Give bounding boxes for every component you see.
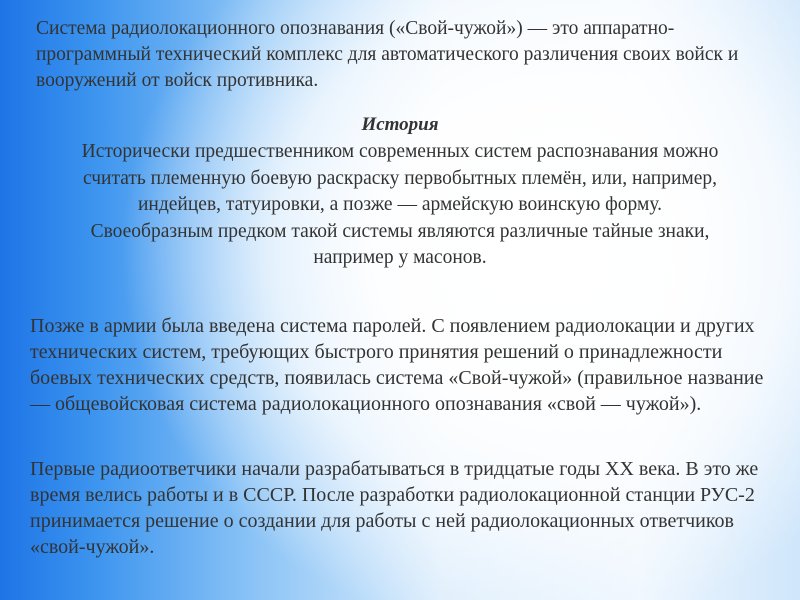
passwords-paragraph: Позже в армии была введена система паролей. С появлением радиолокации и других технических систем, требующих быстрого принятия решений о принадлежности боевых технических средств, появилась система «Свой-чужой» (правильное название — общевойсковая система радиолокационного опознавания «свой — чужой»).	[30, 315, 764, 415]
intro-paragraph: Система радиолокационного опознавания («Свой-чужой») — это аппаратно-программный технический комплекс для автоматического различения своих войск и вооружений от войск противника.	[36, 18, 739, 91]
history-paragraph	[30, 139, 770, 272]
history-line: индейцев, татуировки, а позже — армейскую воинскую форму.	[137, 194, 663, 215]
history-line: Своеобразным предком такой системы являются различные тайные знаки,	[90, 220, 710, 242]
history-line: Исторически предшественником современных систем распознавания можно	[81, 141, 719, 162]
history-line: считать племенную боевую раскраску первобытных племён, или, например,	[82, 167, 718, 189]
history-line: например у масонов.	[313, 247, 487, 268]
history-heading: История	[361, 114, 439, 135]
transponders-paragraph: Первые радиоответчики начали разрабатываться в тридцатые годы XX века. В это же время велись работы и в СССР. После разработки радиолокационной станции РУС-2 принимается решение о создании для работы с ней радиолокационных ответчиков «свой-чужой».	[30, 458, 759, 558]
